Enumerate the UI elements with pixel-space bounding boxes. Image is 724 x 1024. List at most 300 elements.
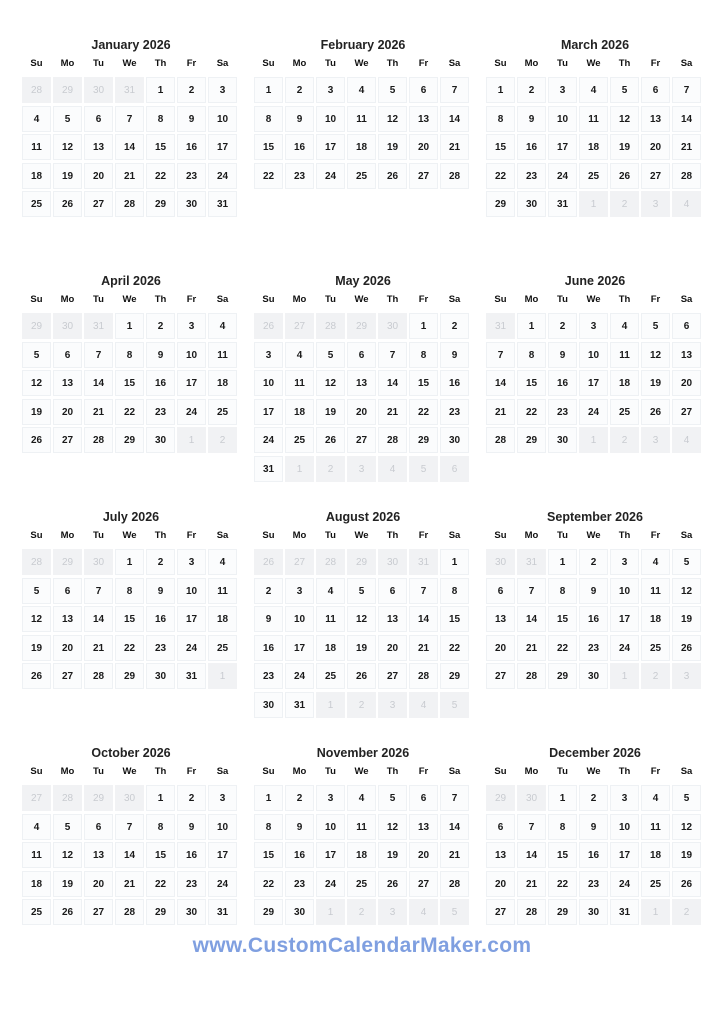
day-cell: 31 bbox=[208, 191, 237, 217]
day-cell-prev-month: 26 bbox=[254, 549, 283, 575]
day-cell: 5 bbox=[641, 313, 670, 339]
weekday-label: Tu bbox=[557, 530, 568, 541]
day-cell: 24 bbox=[610, 635, 639, 661]
month-block bbox=[22, 271, 240, 507]
day-cell: 28 bbox=[672, 163, 701, 189]
month-title: February 2026 bbox=[320, 38, 406, 52]
day-cell-next-month: 2 bbox=[672, 899, 701, 925]
weekday-label: Tu bbox=[325, 294, 336, 305]
day-cell: 9 bbox=[177, 814, 206, 840]
day-cell: 17 bbox=[254, 399, 283, 425]
weekday-header bbox=[254, 57, 472, 71]
weekday-label: Sa bbox=[448, 766, 461, 777]
day-cell: 15 bbox=[548, 606, 577, 632]
day-cell-prev-month: 30 bbox=[378, 549, 407, 575]
day-cell: 29 bbox=[254, 899, 283, 925]
day-cell-prev-month: 30 bbox=[115, 785, 144, 811]
day-cell: 6 bbox=[641, 77, 670, 103]
day-cell: 26 bbox=[53, 899, 82, 925]
day-cell: 22 bbox=[548, 635, 577, 661]
weekday-label: Mo bbox=[292, 766, 307, 777]
day-cell: 8 bbox=[486, 106, 515, 132]
day-cell: 7 bbox=[378, 342, 407, 368]
weekday-label: Su bbox=[494, 530, 507, 541]
day-cell: 26 bbox=[610, 163, 639, 189]
day-cell: 27 bbox=[672, 399, 701, 425]
day-cell: 6 bbox=[347, 342, 376, 368]
day-cell: 27 bbox=[84, 899, 113, 925]
day-cell: 12 bbox=[22, 370, 51, 396]
day-cell: 17 bbox=[208, 842, 237, 868]
day-cell: 13 bbox=[409, 814, 438, 840]
weekday-label: Sa bbox=[216, 530, 229, 541]
day-cell: 12 bbox=[610, 106, 639, 132]
weekday-label: Fr bbox=[186, 766, 197, 777]
weekday-label: Mo bbox=[60, 766, 75, 777]
month-title: November 2026 bbox=[316, 746, 410, 760]
day-cell: 9 bbox=[146, 342, 175, 368]
day-cell: 7 bbox=[84, 578, 113, 604]
day-cell: 9 bbox=[579, 814, 608, 840]
day-cell: 19 bbox=[378, 134, 407, 160]
day-cell: 4 bbox=[610, 313, 639, 339]
day-cell: 27 bbox=[486, 663, 515, 689]
day-cell-next-month: 2 bbox=[347, 899, 376, 925]
day-cell: 27 bbox=[486, 899, 515, 925]
day-cell: 11 bbox=[579, 106, 608, 132]
month-title: January 2026 bbox=[91, 38, 171, 52]
day-cell-next-month: 4 bbox=[672, 427, 701, 453]
day-cell: 2 bbox=[440, 313, 469, 339]
day-cell: 12 bbox=[22, 606, 51, 632]
day-cell: 24 bbox=[316, 163, 345, 189]
day-cell-prev-month: 29 bbox=[22, 313, 51, 339]
day-cell: 11 bbox=[347, 106, 376, 132]
weekday-label: Fr bbox=[186, 58, 197, 69]
day-cell: 14 bbox=[378, 370, 407, 396]
weekday-label: We bbox=[122, 294, 137, 305]
day-cell: 25 bbox=[285, 427, 314, 453]
day-cell: 23 bbox=[440, 399, 469, 425]
day-cell: 20 bbox=[84, 871, 113, 897]
weekday-label: Mo bbox=[524, 766, 539, 777]
day-cell: 1 bbox=[115, 313, 144, 339]
weekday-label: Fr bbox=[650, 530, 661, 541]
day-cell: 24 bbox=[208, 871, 237, 897]
day-cell: 6 bbox=[486, 814, 515, 840]
day-cell: 31 bbox=[177, 663, 206, 689]
weekday-label: Sa bbox=[448, 530, 461, 541]
day-grid bbox=[486, 785, 704, 925]
day-cell-next-month: 1 bbox=[316, 899, 345, 925]
day-cell: 4 bbox=[208, 549, 237, 575]
day-cell-prev-month: 29 bbox=[347, 549, 376, 575]
day-cell: 30 bbox=[177, 191, 206, 217]
calendar-grid bbox=[22, 35, 704, 979]
weekday-label: Tu bbox=[93, 58, 104, 69]
day-cell: 14 bbox=[486, 370, 515, 396]
day-cell-prev-month: 29 bbox=[486, 785, 515, 811]
weekday-label: Tu bbox=[325, 530, 336, 541]
day-cell: 7 bbox=[517, 814, 546, 840]
day-cell-next-month: 1 bbox=[610, 663, 639, 689]
day-cell: 24 bbox=[177, 635, 206, 661]
weekday-label: Fr bbox=[418, 766, 429, 777]
weekday-label: Th bbox=[154, 294, 167, 305]
day-cell: 26 bbox=[672, 871, 701, 897]
day-cell: 3 bbox=[610, 785, 639, 811]
day-cell: 7 bbox=[486, 342, 515, 368]
day-cell-prev-month: 31 bbox=[84, 313, 113, 339]
day-cell: 17 bbox=[316, 842, 345, 868]
weekday-label: Th bbox=[154, 58, 167, 69]
day-cell: 5 bbox=[22, 578, 51, 604]
day-cell: 4 bbox=[347, 785, 376, 811]
day-grid bbox=[486, 77, 704, 217]
day-grid bbox=[254, 77, 472, 189]
day-cell: 29 bbox=[548, 899, 577, 925]
day-cell-prev-month: 27 bbox=[285, 313, 314, 339]
day-cell: 20 bbox=[84, 163, 113, 189]
day-cell: 1 bbox=[517, 313, 546, 339]
weekday-label: We bbox=[586, 530, 601, 541]
day-cell: 16 bbox=[517, 134, 546, 160]
weekday-label: Sa bbox=[680, 294, 693, 305]
day-cell: 4 bbox=[641, 549, 670, 575]
day-cell: 4 bbox=[579, 77, 608, 103]
day-cell: 28 bbox=[517, 899, 546, 925]
day-cell: 29 bbox=[517, 427, 546, 453]
weekday-label: Fr bbox=[186, 294, 197, 305]
day-cell: 16 bbox=[285, 842, 314, 868]
day-cell: 23 bbox=[517, 163, 546, 189]
day-cell: 29 bbox=[409, 427, 438, 453]
day-cell: 24 bbox=[579, 399, 608, 425]
weekday-label: Sa bbox=[216, 294, 229, 305]
day-cell: 26 bbox=[316, 427, 345, 453]
weekday-header bbox=[22, 57, 240, 71]
day-cell: 21 bbox=[440, 134, 469, 160]
day-cell: 13 bbox=[378, 606, 407, 632]
day-cell: 15 bbox=[146, 842, 175, 868]
day-cell: 17 bbox=[579, 370, 608, 396]
day-cell: 28 bbox=[115, 899, 144, 925]
day-cell: 31 bbox=[208, 899, 237, 925]
day-cell-next-month: 5 bbox=[409, 456, 438, 482]
day-cell: 29 bbox=[115, 663, 144, 689]
day-cell-prev-month: 30 bbox=[486, 549, 515, 575]
day-cell: 12 bbox=[378, 814, 407, 840]
day-cell: 20 bbox=[409, 842, 438, 868]
day-cell: 21 bbox=[486, 399, 515, 425]
day-cell: 3 bbox=[208, 77, 237, 103]
day-cell-prev-month: 28 bbox=[316, 313, 345, 339]
month-title: September 2026 bbox=[547, 510, 643, 524]
day-cell-next-month: 2 bbox=[208, 427, 237, 453]
day-cell: 10 bbox=[177, 578, 206, 604]
day-cell-prev-month: 29 bbox=[347, 313, 376, 339]
day-cell-next-month: 3 bbox=[378, 899, 407, 925]
weekday-label: Th bbox=[154, 766, 167, 777]
day-cell-next-month: 4 bbox=[672, 191, 701, 217]
day-cell: 6 bbox=[486, 578, 515, 604]
day-cell: 20 bbox=[486, 635, 515, 661]
day-cell: 4 bbox=[285, 342, 314, 368]
day-cell: 14 bbox=[115, 134, 144, 160]
day-cell: 6 bbox=[378, 578, 407, 604]
day-cell: 21 bbox=[440, 842, 469, 868]
day-cell-prev-month: 30 bbox=[378, 313, 407, 339]
day-cell: 16 bbox=[579, 842, 608, 868]
day-cell: 13 bbox=[641, 106, 670, 132]
day-cell: 21 bbox=[517, 871, 546, 897]
day-cell: 17 bbox=[548, 134, 577, 160]
day-cell: 12 bbox=[316, 370, 345, 396]
day-cell: 29 bbox=[115, 427, 144, 453]
day-cell: 7 bbox=[84, 342, 113, 368]
day-cell-next-month: 5 bbox=[440, 692, 469, 718]
weekday-label: Mo bbox=[60, 58, 75, 69]
day-grid bbox=[254, 785, 472, 925]
day-cell: 27 bbox=[409, 871, 438, 897]
day-cell: 20 bbox=[486, 871, 515, 897]
day-cell: 22 bbox=[115, 399, 144, 425]
day-cell-next-month: 2 bbox=[641, 663, 670, 689]
weekday-header bbox=[486, 765, 704, 779]
weekday-label: Sa bbox=[216, 766, 229, 777]
day-cell-next-month: 1 bbox=[579, 427, 608, 453]
footer-website-link[interactable]: www.CustomCalendarMaker.com bbox=[192, 934, 532, 957]
day-cell: 11 bbox=[641, 578, 670, 604]
weekday-label: We bbox=[586, 294, 601, 305]
month-title: March 2026 bbox=[560, 38, 630, 52]
weekday-label: We bbox=[586, 766, 601, 777]
day-cell: 8 bbox=[254, 814, 283, 840]
weekday-header bbox=[254, 529, 472, 543]
day-cell-next-month: 4 bbox=[378, 456, 407, 482]
weekday-label: We bbox=[122, 530, 137, 541]
day-cell-next-month: 3 bbox=[347, 456, 376, 482]
day-cell: 21 bbox=[115, 871, 144, 897]
day-cell: 1 bbox=[409, 313, 438, 339]
day-cell: 21 bbox=[378, 399, 407, 425]
weekday-label: Sa bbox=[680, 766, 693, 777]
day-cell: 9 bbox=[177, 106, 206, 132]
day-cell: 25 bbox=[347, 871, 376, 897]
day-cell: 26 bbox=[378, 163, 407, 189]
weekday-label: Sa bbox=[448, 58, 461, 69]
day-cell-next-month: 3 bbox=[641, 191, 670, 217]
day-cell: 13 bbox=[409, 106, 438, 132]
day-cell: 10 bbox=[285, 606, 314, 632]
day-cell: 23 bbox=[177, 163, 206, 189]
day-cell: 18 bbox=[641, 842, 670, 868]
day-cell-next-month: 2 bbox=[610, 191, 639, 217]
day-cell: 10 bbox=[316, 106, 345, 132]
day-cell: 14 bbox=[409, 606, 438, 632]
weekday-label: We bbox=[354, 530, 369, 541]
day-cell: 2 bbox=[146, 549, 175, 575]
weekday-label: Th bbox=[386, 530, 399, 541]
day-cell: 5 bbox=[53, 814, 82, 840]
day-grid bbox=[254, 549, 472, 718]
weekday-label: Su bbox=[262, 294, 275, 305]
day-cell: 2 bbox=[579, 549, 608, 575]
day-cell: 12 bbox=[672, 814, 701, 840]
day-cell: 15 bbox=[486, 134, 515, 160]
month-block bbox=[486, 507, 704, 743]
day-cell: 4 bbox=[641, 785, 670, 811]
weekday-label: Tu bbox=[93, 766, 104, 777]
weekday-label: Th bbox=[618, 294, 631, 305]
day-cell: 8 bbox=[115, 342, 144, 368]
day-cell: 13 bbox=[53, 606, 82, 632]
day-cell-prev-month: 26 bbox=[254, 313, 283, 339]
day-cell: 11 bbox=[22, 134, 51, 160]
day-cell-next-month: 1 bbox=[316, 692, 345, 718]
day-cell: 10 bbox=[548, 106, 577, 132]
day-cell: 24 bbox=[548, 163, 577, 189]
day-cell: 5 bbox=[378, 785, 407, 811]
day-cell: 16 bbox=[285, 134, 314, 160]
weekday-header bbox=[22, 293, 240, 307]
day-cell: 18 bbox=[208, 370, 237, 396]
day-cell: 13 bbox=[84, 134, 113, 160]
day-cell-next-month: 1 bbox=[579, 191, 608, 217]
day-cell: 18 bbox=[208, 606, 237, 632]
day-cell: 12 bbox=[53, 134, 82, 160]
day-grid bbox=[22, 77, 240, 217]
day-cell: 15 bbox=[440, 606, 469, 632]
day-cell: 30 bbox=[440, 427, 469, 453]
day-cell: 14 bbox=[672, 106, 701, 132]
day-cell: 4 bbox=[347, 77, 376, 103]
day-cell: 26 bbox=[672, 635, 701, 661]
day-cell: 6 bbox=[409, 77, 438, 103]
day-cell: 9 bbox=[285, 106, 314, 132]
day-cell: 22 bbox=[254, 871, 283, 897]
day-cell: 19 bbox=[610, 134, 639, 160]
day-cell: 27 bbox=[53, 427, 82, 453]
day-cell-prev-month: 31 bbox=[517, 549, 546, 575]
weekday-label: Su bbox=[30, 766, 43, 777]
day-cell: 22 bbox=[146, 163, 175, 189]
day-cell: 15 bbox=[115, 370, 144, 396]
day-cell: 6 bbox=[53, 342, 82, 368]
weekday-label: Mo bbox=[60, 530, 75, 541]
day-cell: 31 bbox=[254, 456, 283, 482]
day-cell-prev-month: 31 bbox=[115, 77, 144, 103]
day-cell: 28 bbox=[378, 427, 407, 453]
day-cell: 17 bbox=[177, 370, 206, 396]
weekday-label: Tu bbox=[557, 766, 568, 777]
day-cell-prev-month: 30 bbox=[517, 785, 546, 811]
day-cell: 18 bbox=[579, 134, 608, 160]
month-block bbox=[254, 271, 472, 507]
day-cell: 8 bbox=[440, 578, 469, 604]
day-cell-prev-month: 29 bbox=[53, 549, 82, 575]
weekday-label: Su bbox=[494, 294, 507, 305]
weekday-label: Fr bbox=[418, 530, 429, 541]
weekday-label: We bbox=[354, 294, 369, 305]
day-cell: 20 bbox=[409, 134, 438, 160]
day-cell-next-month: 3 bbox=[672, 663, 701, 689]
weekday-label: Tu bbox=[557, 294, 568, 305]
weekday-label: Su bbox=[30, 530, 43, 541]
weekday-label: Tu bbox=[93, 530, 104, 541]
day-cell: 23 bbox=[285, 163, 314, 189]
day-cell: 2 bbox=[177, 77, 206, 103]
day-cell: 19 bbox=[53, 163, 82, 189]
day-cell-prev-month: 28 bbox=[22, 549, 51, 575]
month-title: June 2026 bbox=[564, 274, 626, 288]
weekday-label: Fr bbox=[650, 294, 661, 305]
weekday-label: Mo bbox=[292, 58, 307, 69]
weekday-label: Sa bbox=[448, 294, 461, 305]
day-cell: 2 bbox=[579, 785, 608, 811]
day-cell: 6 bbox=[53, 578, 82, 604]
day-cell-prev-month: 28 bbox=[22, 77, 51, 103]
month-title: April 2026 bbox=[101, 274, 161, 288]
day-cell: 11 bbox=[208, 578, 237, 604]
day-cell: 7 bbox=[115, 106, 144, 132]
weekday-label: We bbox=[586, 58, 601, 69]
day-cell: 30 bbox=[146, 663, 175, 689]
day-cell: 10 bbox=[254, 370, 283, 396]
day-cell: 25 bbox=[22, 899, 51, 925]
day-cell: 18 bbox=[316, 635, 345, 661]
day-cell: 4 bbox=[208, 313, 237, 339]
day-cell: 21 bbox=[115, 163, 144, 189]
day-cell-prev-month: 31 bbox=[409, 549, 438, 575]
weekday-label: Fr bbox=[418, 58, 429, 69]
weekday-label: Mo bbox=[292, 530, 307, 541]
day-cell: 25 bbox=[641, 871, 670, 897]
day-cell: 13 bbox=[84, 842, 113, 868]
day-cell: 12 bbox=[672, 578, 701, 604]
day-cell: 7 bbox=[672, 77, 701, 103]
day-cell: 5 bbox=[672, 785, 701, 811]
day-cell: 14 bbox=[84, 606, 113, 632]
month-title: December 2026 bbox=[549, 746, 641, 760]
day-cell: 9 bbox=[548, 342, 577, 368]
day-cell: 1 bbox=[146, 77, 175, 103]
day-cell-next-month: 2 bbox=[347, 692, 376, 718]
day-cell: 13 bbox=[672, 342, 701, 368]
day-cell-next-month: 6 bbox=[440, 456, 469, 482]
day-cell: 22 bbox=[146, 871, 175, 897]
day-cell: 24 bbox=[208, 163, 237, 189]
day-cell: 15 bbox=[254, 842, 283, 868]
weekday-label: Su bbox=[262, 766, 275, 777]
weekday-label: Mo bbox=[292, 294, 307, 305]
day-cell: 22 bbox=[440, 635, 469, 661]
day-cell: 10 bbox=[579, 342, 608, 368]
day-cell: 17 bbox=[177, 606, 206, 632]
day-cell: 14 bbox=[440, 814, 469, 840]
day-cell: 10 bbox=[177, 342, 206, 368]
day-cell: 7 bbox=[115, 814, 144, 840]
day-cell: 9 bbox=[254, 606, 283, 632]
day-cell: 17 bbox=[285, 635, 314, 661]
day-cell: 29 bbox=[146, 899, 175, 925]
day-cell: 1 bbox=[486, 77, 515, 103]
day-cell: 29 bbox=[440, 663, 469, 689]
day-cell-next-month: 2 bbox=[610, 427, 639, 453]
day-cell: 1 bbox=[254, 785, 283, 811]
day-cell-next-month: 5 bbox=[440, 899, 469, 925]
day-cell: 5 bbox=[316, 342, 345, 368]
